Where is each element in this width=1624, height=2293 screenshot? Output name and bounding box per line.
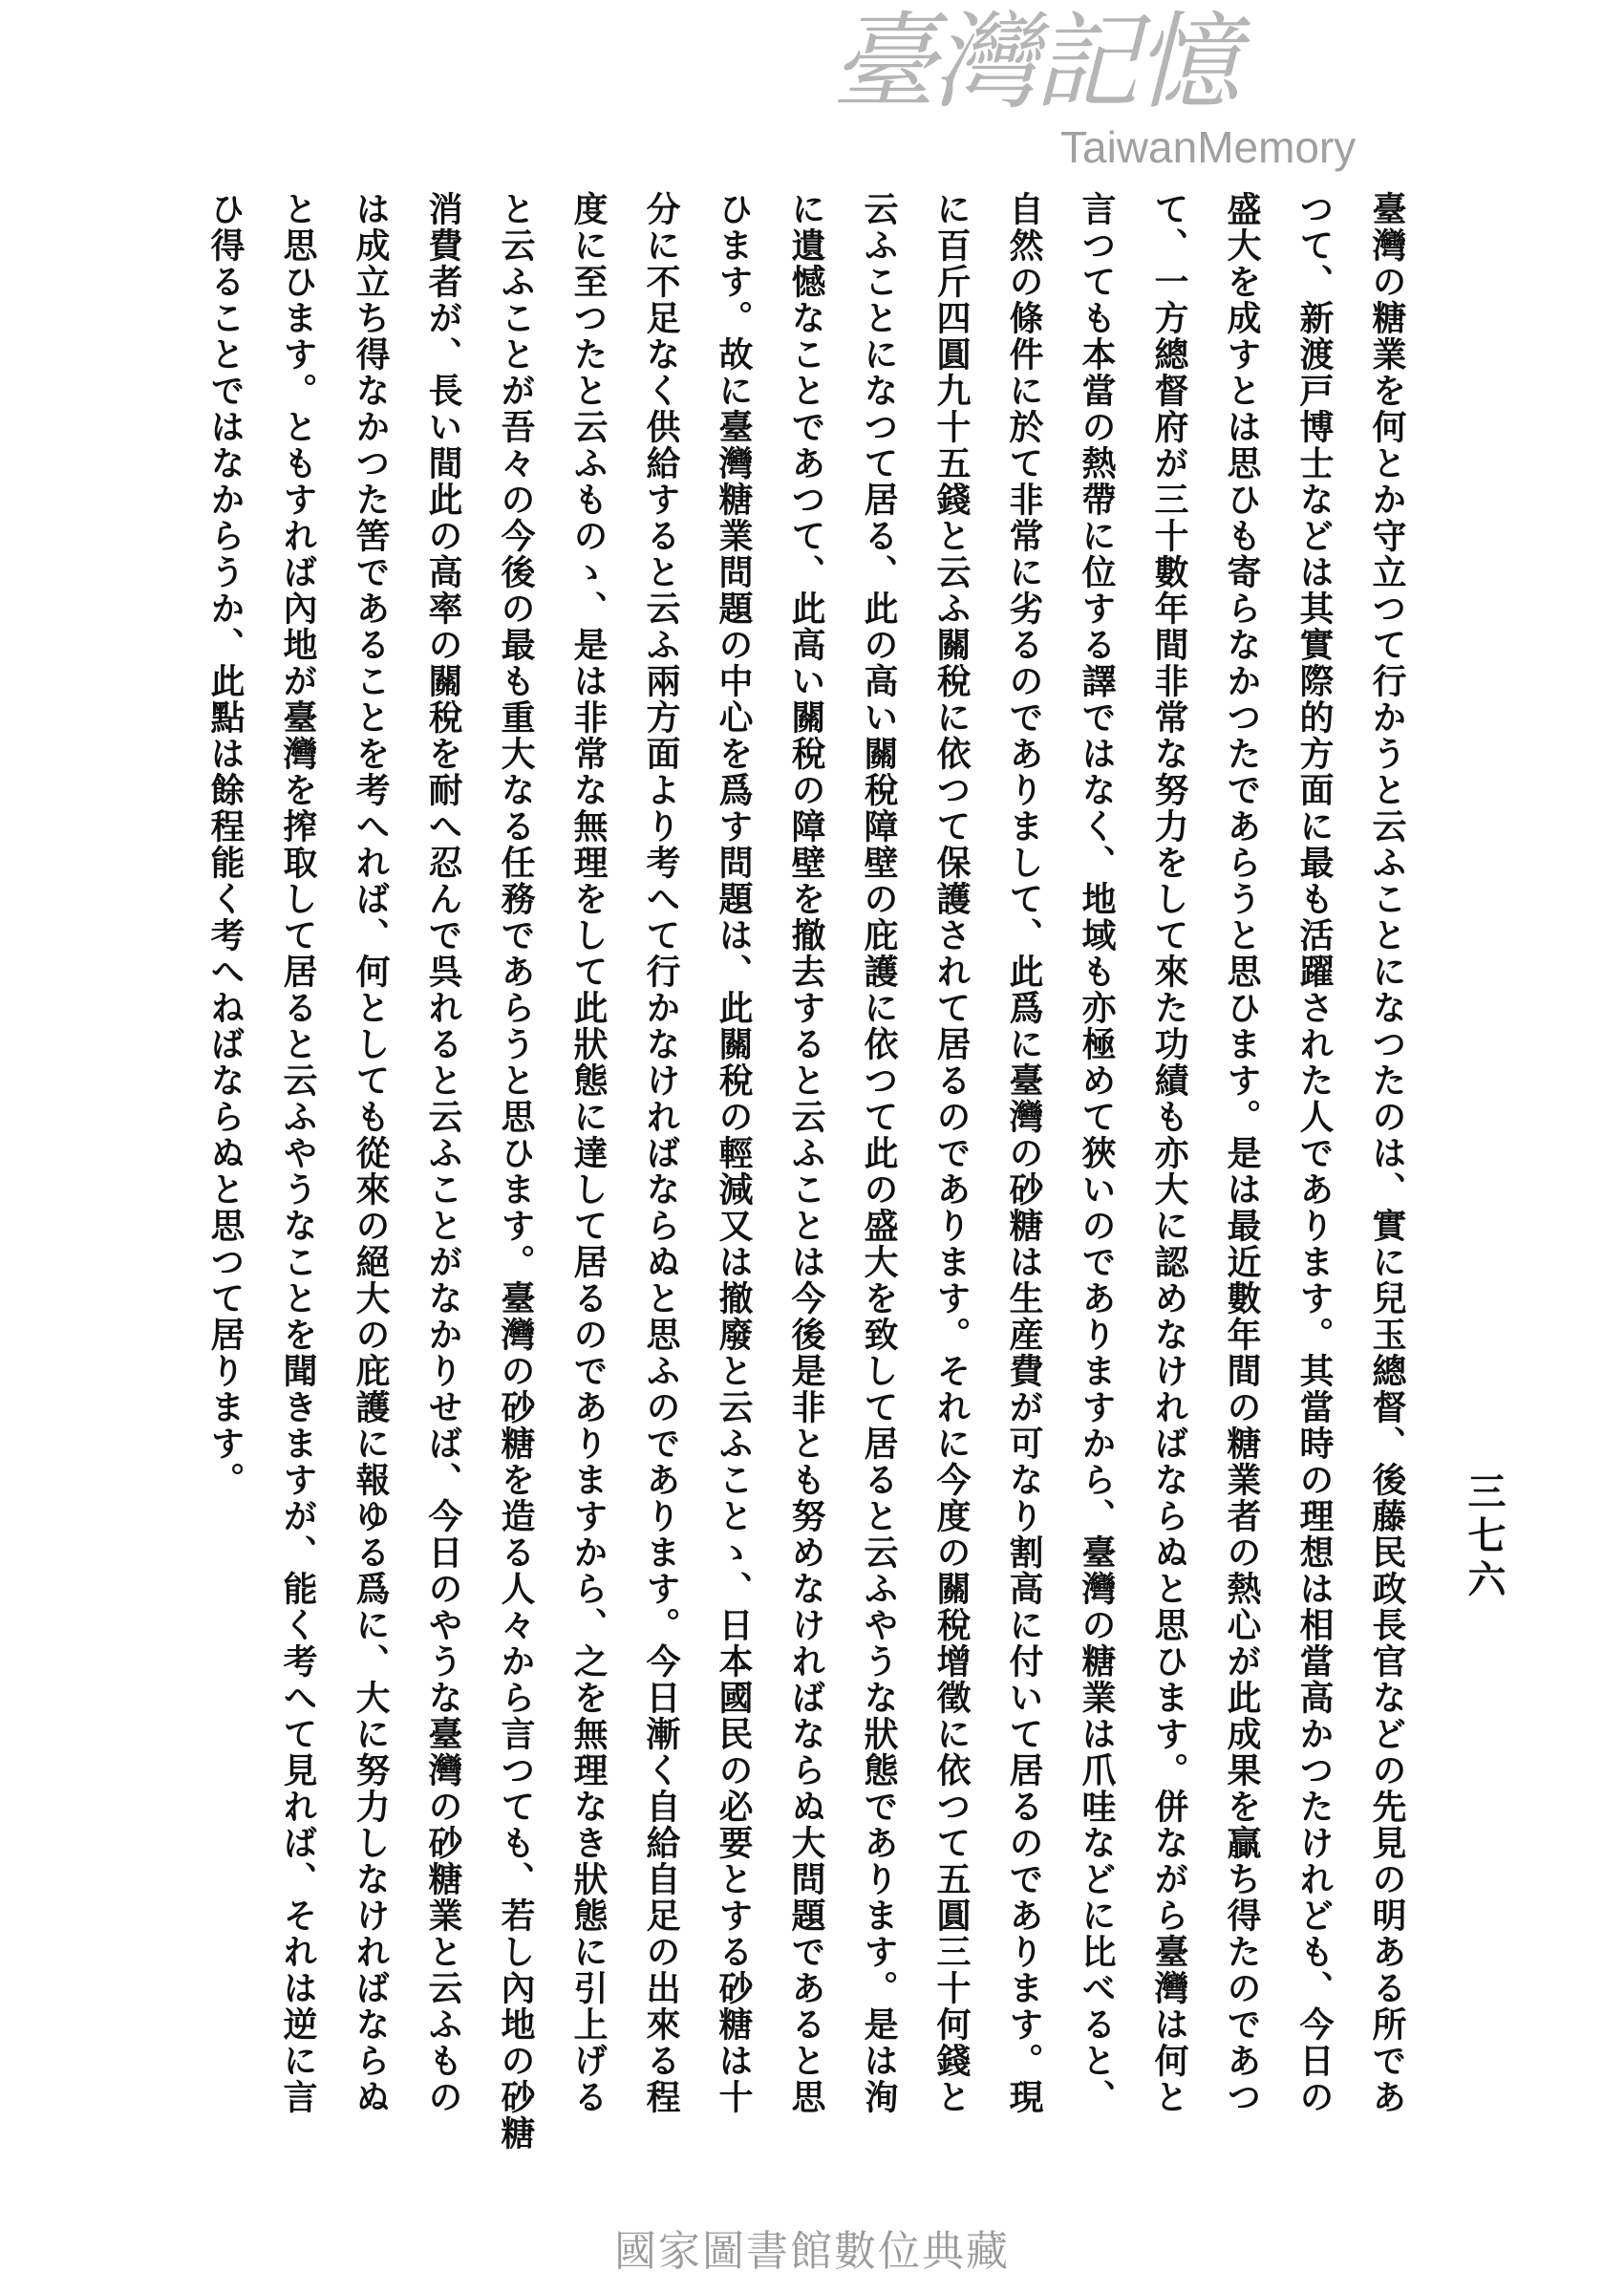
text-column: と思ひます。ともすれば內地が臺灣を搾取して居ると云ふやうなことを聞きますが、能く考へて見れば、それは逆に言 (278, 191, 318, 2115)
watermark-subtitle: TaiwanMemory (1060, 122, 1357, 172)
watermark (831, 1, 1357, 177)
text-column: つて、新渡戸博士などは其實際的方面に最も活躍された人であります。其當時の理想は相當高かつたけれども、今日の (1294, 191, 1335, 2115)
text-column: 盛大を成すとは思ひも寄らなかつたであらうと思ひます。是は最近數年間の糖業者の熱心が此成果を贏ち得たのであつ (1222, 191, 1262, 2115)
text-column: と云ふことが吾々の今後の最も重大なる任務であらうと思ひます。臺灣の砂糖を造る人々から言つても、若し內地の砂糖 (496, 191, 536, 2152)
text-column: 云ふことになつて居る、此の高い關稅障壁の庇護に依つて此の盛大を致して居ると云ふやうな狀態であります。是は洵 (859, 191, 899, 2115)
text-column: に百斤四圓九十五錢と云ふ關稅に依つて保護されて居るのであります。それに今度の關稅增徵に依つて五圓三十何錢と (931, 191, 972, 2115)
text-column: 言つても本當の熱帶に位する譯ではなく、地域も亦極めて狹いのでありますから、臺灣の糖業は爪哇などに比べると、 (1077, 191, 1117, 2115)
text-column: 分に不足なく供給すると云ふ兩方面より考へて行かなければならぬと思ふのであります。今日漸く自給自足の出來る程 (641, 191, 681, 2115)
watermark-logo: 臺灣記憶 (831, 1, 1236, 123)
text-column: に遺憾なことであつて、此高い關稅の障壁を撤去すると云ふことは今後是非とも努めなければならぬ大問題であると思 (786, 191, 826, 2115)
text-column: て、一方總督府が三十數年間非常な努力をして來た功績も亦大に認めなければならぬと思ひます。併ながら臺灣は何と (1149, 191, 1189, 2115)
text-column: ひます。故に臺灣糖業問題の中心を爲す問題は、此關稅の輕減又は撤廢と云ふことゝ、日本國民の必要とする砂糖は十 (714, 191, 754, 2115)
text-column: は成立ち得なかつた筈であることを考へれば、何としても從來の絕大の庇護に報ゆる爲に、大に努力しなければならぬ (351, 191, 391, 2115)
text-column: 自然の條件に於て非常に劣るのでありまして、此爲に臺灣の砂糖は生産費が可なり割高に付いて居るのであります。現 (1004, 191, 1044, 2115)
text-column: ひ得ることではなからうか、此點は餘程能く考へねばならぬと思つて居ります。 (205, 191, 246, 1498)
footer-credit: 國家圖書館數位典藏 (614, 2227, 1010, 2276)
text-column: 消費者が、長い間此の高率の關稅を耐へ忍んで呉れると云ふことがなかりせば、今日のやうな臺灣の砂糖業と云ふもの (423, 191, 463, 2115)
body-text (189, 191, 1423, 2178)
page-number: 三七六 (1462, 1471, 1506, 1603)
text-column: 臺灣の糖業を何とか守立つて行かうと云ふことになつたのは、實に兒玉總督、後藤民政長官などの先見の明ある所であ (1367, 191, 1407, 2115)
text-column: 度に至つたと云ふものゝ、是は非常な無理をして此狀態に達して居るのでありますから、之を無理なき狀態に引上げる (568, 191, 609, 2115)
